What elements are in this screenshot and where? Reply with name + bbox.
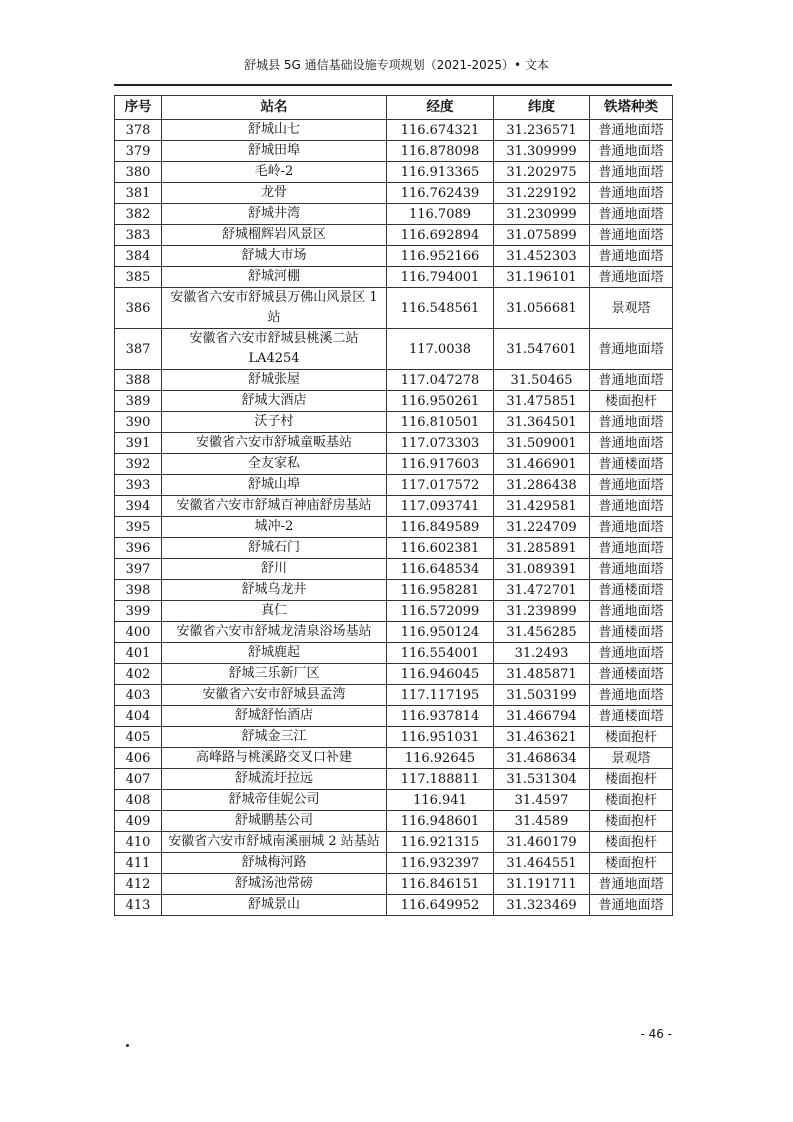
cell-tower-type: 普通地面塔 — [590, 496, 673, 517]
cell-tower-type: 普通地面塔 — [590, 895, 673, 916]
cell-station-name: 真仁 — [162, 601, 387, 622]
cell-longitude: 117.188811 — [387, 769, 494, 790]
cell-tower-type: 普通地面塔 — [590, 517, 673, 538]
cell-index: 385 — [115, 267, 162, 288]
cell-station-name: 舒城山七 — [162, 120, 387, 141]
cell-index: 383 — [115, 225, 162, 246]
cell-tower-type: 普通地面塔 — [590, 267, 673, 288]
table-row — [115, 288, 673, 329]
cell-index: 413 — [115, 895, 162, 916]
cell-station-name: 舒城舒怡酒店 — [162, 706, 387, 727]
cell-station-name: 舒城张屋 — [162, 370, 387, 391]
cell-longitude: 116.649952 — [387, 895, 494, 916]
table-row — [115, 162, 673, 183]
table-row — [115, 391, 673, 412]
cell-latitude: 31.468634 — [494, 748, 590, 769]
cell-tower-type: 普通地面塔 — [590, 141, 673, 162]
page-number: - 46 - — [640, 1027, 672, 1041]
cell-latitude: 31.089391 — [494, 559, 590, 580]
cell-index: 412 — [115, 874, 162, 895]
table-row — [115, 706, 673, 727]
cell-latitude: 31.309999 — [494, 141, 590, 162]
cell-longitude: 116.941 — [387, 790, 494, 811]
cell-latitude: 31.464551 — [494, 853, 590, 874]
cell-latitude: 31.475851 — [494, 391, 590, 412]
cell-tower-type: 普通楼面塔 — [590, 622, 673, 643]
cell-longitude: 116.548561 — [387, 288, 494, 329]
cell-station-name: 舒城石门 — [162, 538, 387, 559]
cell-station-name: 全友家私 — [162, 454, 387, 475]
cell-longitude: 116.937814 — [387, 706, 494, 727]
cell-station-name: 舒城田埠 — [162, 141, 387, 162]
cell-longitude: 116.692894 — [387, 225, 494, 246]
cell-latitude: 31.452303 — [494, 246, 590, 267]
cell-longitude: 116.921315 — [387, 832, 494, 853]
cell-index: 402 — [115, 664, 162, 685]
cell-index: 405 — [115, 727, 162, 748]
cell-tower-type: 楼面抱杆 — [590, 832, 673, 853]
cell-index: 409 — [115, 811, 162, 832]
cell-latitude: 31.196101 — [494, 267, 590, 288]
cell-tower-type: 普通楼面塔 — [590, 664, 673, 685]
cell-station-name: 高峰路与桃溪路交叉口补建 — [162, 748, 387, 769]
cell-latitude: 31.075899 — [494, 225, 590, 246]
cell-latitude: 31.286438 — [494, 475, 590, 496]
cell-tower-type: 普通地面塔 — [590, 225, 673, 246]
cell-tower-type: 普通地面塔 — [590, 246, 673, 267]
cell-index: 394 — [115, 496, 162, 517]
cell-station-name: 安徽省六安市舒城县万佛山风景区 1 站 — [162, 288, 387, 329]
cell-latitude: 31.236571 — [494, 120, 590, 141]
cell-latitude: 31.50465 — [494, 370, 590, 391]
cell-tower-type: 楼面抱杆 — [590, 391, 673, 412]
table-row — [115, 580, 673, 601]
cell-tower-type: 普通地面塔 — [590, 643, 673, 664]
cell-station-name: 舒城鹿起 — [162, 643, 387, 664]
cell-longitude: 116.917603 — [387, 454, 494, 475]
cell-latitude: 31.429581 — [494, 496, 590, 517]
table-row — [115, 664, 673, 685]
cell-station-name: 舒城大酒店 — [162, 391, 387, 412]
table-row — [115, 329, 673, 370]
cell-tower-type: 普通楼面塔 — [590, 454, 673, 475]
cell-index: 397 — [115, 559, 162, 580]
table-row — [115, 601, 673, 622]
cell-tower-type: 楼面抱杆 — [590, 811, 673, 832]
table-row — [115, 225, 673, 246]
cell-longitude: 116.913365 — [387, 162, 494, 183]
cell-latitude: 31.191711 — [494, 874, 590, 895]
cell-longitude: 116.952166 — [387, 246, 494, 267]
cell-latitude: 31.472701 — [494, 580, 590, 601]
table-row — [115, 559, 673, 580]
cell-tower-type: 楼面抱杆 — [590, 790, 673, 811]
cell-index: 384 — [115, 246, 162, 267]
cell-station-name: 舒城金三江 — [162, 727, 387, 748]
cell-station-name: 舒城井湾 — [162, 204, 387, 225]
table-row — [115, 496, 673, 517]
cell-index: 382 — [115, 204, 162, 225]
table-row — [115, 183, 673, 204]
cell-index: 399 — [115, 601, 162, 622]
cell-station-name: 舒城流圩拉远 — [162, 769, 387, 790]
cell-latitude: 31.463621 — [494, 727, 590, 748]
cell-tower-type: 普通地面塔 — [590, 120, 673, 141]
table-row — [115, 832, 673, 853]
cell-tower-type: 楼面抱杆 — [590, 727, 673, 748]
cell-station-name: 舒城河棚 — [162, 267, 387, 288]
table-row — [115, 727, 673, 748]
cell-station-name: 舒城三乐新厂区 — [162, 664, 387, 685]
cell-station-name: 安徽省六安市舒城南溪丽城 2 站基站 — [162, 832, 387, 853]
cell-tower-type: 楼面抱杆 — [590, 853, 673, 874]
cell-index: 388 — [115, 370, 162, 391]
cell-tower-type: 楼面抱杆 — [590, 769, 673, 790]
footer-dot — [126, 1044, 129, 1047]
cell-latitude: 31.485871 — [494, 664, 590, 685]
cell-longitude: 117.093741 — [387, 496, 494, 517]
cell-index: 392 — [115, 454, 162, 475]
cell-tower-type: 普通地面塔 — [590, 475, 673, 496]
table-row — [115, 811, 673, 832]
cell-latitude: 31.2493 — [494, 643, 590, 664]
base-station-table — [114, 95, 673, 916]
cell-longitude: 116.572099 — [387, 601, 494, 622]
table-row — [115, 475, 673, 496]
table-row — [115, 874, 673, 895]
cell-index: 400 — [115, 622, 162, 643]
table-row — [115, 748, 673, 769]
cell-longitude: 116.602381 — [387, 538, 494, 559]
cell-latitude: 31.456285 — [494, 622, 590, 643]
column-header-latitude: 纬度 — [494, 96, 590, 120]
cell-index: 411 — [115, 853, 162, 874]
cell-index: 407 — [115, 769, 162, 790]
cell-latitude: 31.285891 — [494, 538, 590, 559]
cell-station-name: 舒城大市场 — [162, 246, 387, 267]
cell-station-name: 舒城鹏基公司 — [162, 811, 387, 832]
column-header-index: 序号 — [115, 96, 162, 120]
cell-station-name: 舒城景山 — [162, 895, 387, 916]
cell-index: 408 — [115, 790, 162, 811]
cell-longitude: 117.117195 — [387, 685, 494, 706]
cell-latitude: 31.466794 — [494, 706, 590, 727]
cell-latitude: 31.509001 — [494, 433, 590, 454]
cell-latitude: 31.547601 — [494, 329, 590, 370]
cell-longitude: 117.047278 — [387, 370, 494, 391]
cell-tower-type: 普通地面塔 — [590, 204, 673, 225]
table-row — [115, 790, 673, 811]
cell-longitude: 116.92645 — [387, 748, 494, 769]
cell-latitude: 31.4597 — [494, 790, 590, 811]
cell-index: 379 — [115, 141, 162, 162]
cell-latitude: 31.364501 — [494, 412, 590, 433]
cell-latitude: 31.460179 — [494, 832, 590, 853]
cell-latitude: 31.531304 — [494, 769, 590, 790]
table-row — [115, 895, 673, 916]
cell-latitude: 31.229192 — [494, 183, 590, 204]
cell-station-name: 舒川 — [162, 559, 387, 580]
cell-longitude: 116.846151 — [387, 874, 494, 895]
table-row — [115, 454, 673, 475]
cell-station-name: 安徽省六安市舒城县桃溪二站 LA4254 — [162, 329, 387, 370]
cell-longitude: 116.762439 — [387, 183, 494, 204]
cell-latitude: 31.230999 — [494, 204, 590, 225]
cell-station-name: 沃子村 — [162, 412, 387, 433]
cell-index: 396 — [115, 538, 162, 559]
cell-station-name: 舒城梅河路 — [162, 853, 387, 874]
cell-index: 381 — [115, 183, 162, 204]
table-row — [115, 517, 673, 538]
cell-station-name: 龙骨 — [162, 183, 387, 204]
cell-longitude: 116.7089 — [387, 204, 494, 225]
table-row — [115, 141, 673, 162]
cell-latitude: 31.239899 — [494, 601, 590, 622]
cell-index: 390 — [115, 412, 162, 433]
cell-tower-type: 普通地面塔 — [590, 559, 673, 580]
cell-index: 401 — [115, 643, 162, 664]
cell-station-name: 舒城帝佳妮公司 — [162, 790, 387, 811]
cell-tower-type: 景观塔 — [590, 288, 673, 329]
cell-station-name: 安徽省六安市舒城百神庙舒房基站 — [162, 496, 387, 517]
cell-index: 410 — [115, 832, 162, 853]
cell-tower-type: 普通地面塔 — [590, 433, 673, 454]
cell-longitude: 116.878098 — [387, 141, 494, 162]
table-row — [115, 433, 673, 454]
cell-station-name: 毛岭-2 — [162, 162, 387, 183]
table-row — [115, 412, 673, 433]
cell-longitude: 116.794001 — [387, 267, 494, 288]
page-header-title: 舒城县 5G 通信基础设施专项规划（2021-2025）• 文本 — [244, 58, 549, 72]
cell-index: 378 — [115, 120, 162, 141]
cell-latitude: 31.4589 — [494, 811, 590, 832]
table-row — [115, 246, 673, 267]
cell-station-name: 舒城山埠 — [162, 475, 387, 496]
cell-tower-type: 景观塔 — [590, 748, 673, 769]
cell-longitude: 117.017572 — [387, 475, 494, 496]
cell-station-name: 安徽省六安市舒城龙清泉浴场基站 — [162, 622, 387, 643]
table-row — [115, 769, 673, 790]
cell-latitude: 31.202975 — [494, 162, 590, 183]
cell-longitude: 116.950261 — [387, 391, 494, 412]
cell-index: 380 — [115, 162, 162, 183]
cell-longitude: 116.950124 — [387, 622, 494, 643]
cell-longitude: 116.674321 — [387, 120, 494, 141]
cell-tower-type: 普通地面塔 — [590, 412, 673, 433]
table-row — [115, 685, 673, 706]
table-row — [115, 853, 673, 874]
table-row — [115, 204, 673, 225]
cell-index: 395 — [115, 517, 162, 538]
cell-station-name: 舒城榴辉岩风景区 — [162, 225, 387, 246]
cell-tower-type: 普通地面塔 — [590, 538, 673, 559]
cell-longitude: 116.958281 — [387, 580, 494, 601]
cell-tower-type: 普通楼面塔 — [590, 580, 673, 601]
header-divider — [114, 84, 672, 86]
cell-tower-type: 普通地面塔 — [590, 329, 673, 370]
cell-tower-type: 普通地面塔 — [590, 601, 673, 622]
cell-longitude: 117.073303 — [387, 433, 494, 454]
cell-longitude: 116.946045 — [387, 664, 494, 685]
cell-index: 406 — [115, 748, 162, 769]
cell-longitude: 116.810501 — [387, 412, 494, 433]
cell-latitude: 31.224709 — [494, 517, 590, 538]
cell-station-name: 舒城汤池常磅 — [162, 874, 387, 895]
cell-longitude: 116.948601 — [387, 811, 494, 832]
cell-latitude: 31.466901 — [494, 454, 590, 475]
cell-index: 404 — [115, 706, 162, 727]
cell-tower-type: 普通地面塔 — [590, 183, 673, 204]
column-header-tower-type: 铁塔种类 — [590, 96, 673, 120]
cell-station-name: 安徽省六安市舒城童畈基站 — [162, 433, 387, 454]
column-header-longitude: 经度 — [387, 96, 494, 120]
cell-index: 386 — [115, 288, 162, 329]
cell-longitude: 116.849589 — [387, 517, 494, 538]
table-row — [115, 370, 673, 391]
cell-tower-type: 普通地面塔 — [590, 162, 673, 183]
cell-station-name: 安徽省六安市舒城县孟湾 — [162, 685, 387, 706]
cell-index: 389 — [115, 391, 162, 412]
cell-index: 387 — [115, 329, 162, 370]
cell-longitude: 116.648534 — [387, 559, 494, 580]
table-body — [115, 120, 673, 916]
cell-index: 398 — [115, 580, 162, 601]
cell-index: 403 — [115, 685, 162, 706]
table-header-row — [115, 96, 673, 120]
cell-longitude: 117.0038 — [387, 329, 494, 370]
table-row — [115, 538, 673, 559]
cell-latitude: 31.503199 — [494, 685, 590, 706]
cell-tower-type: 普通楼面塔 — [590, 706, 673, 727]
cell-tower-type: 普通地面塔 — [590, 685, 673, 706]
cell-latitude: 31.323469 — [494, 895, 590, 916]
table-row — [115, 643, 673, 664]
cell-station-name: 舒城乌龙井 — [162, 580, 387, 601]
table-row — [115, 120, 673, 141]
cell-index: 393 — [115, 475, 162, 496]
cell-station-name: 城冲-2 — [162, 517, 387, 538]
cell-tower-type: 普通地面塔 — [590, 370, 673, 391]
cell-longitude: 116.932397 — [387, 853, 494, 874]
table-row — [115, 267, 673, 288]
column-header-station-name: 站名 — [162, 96, 387, 120]
table-row — [115, 622, 673, 643]
cell-latitude: 31.056681 — [494, 288, 590, 329]
cell-longitude: 116.951031 — [387, 727, 494, 748]
cell-tower-type: 普通地面塔 — [590, 874, 673, 895]
cell-index: 391 — [115, 433, 162, 454]
cell-longitude: 116.554001 — [387, 643, 494, 664]
